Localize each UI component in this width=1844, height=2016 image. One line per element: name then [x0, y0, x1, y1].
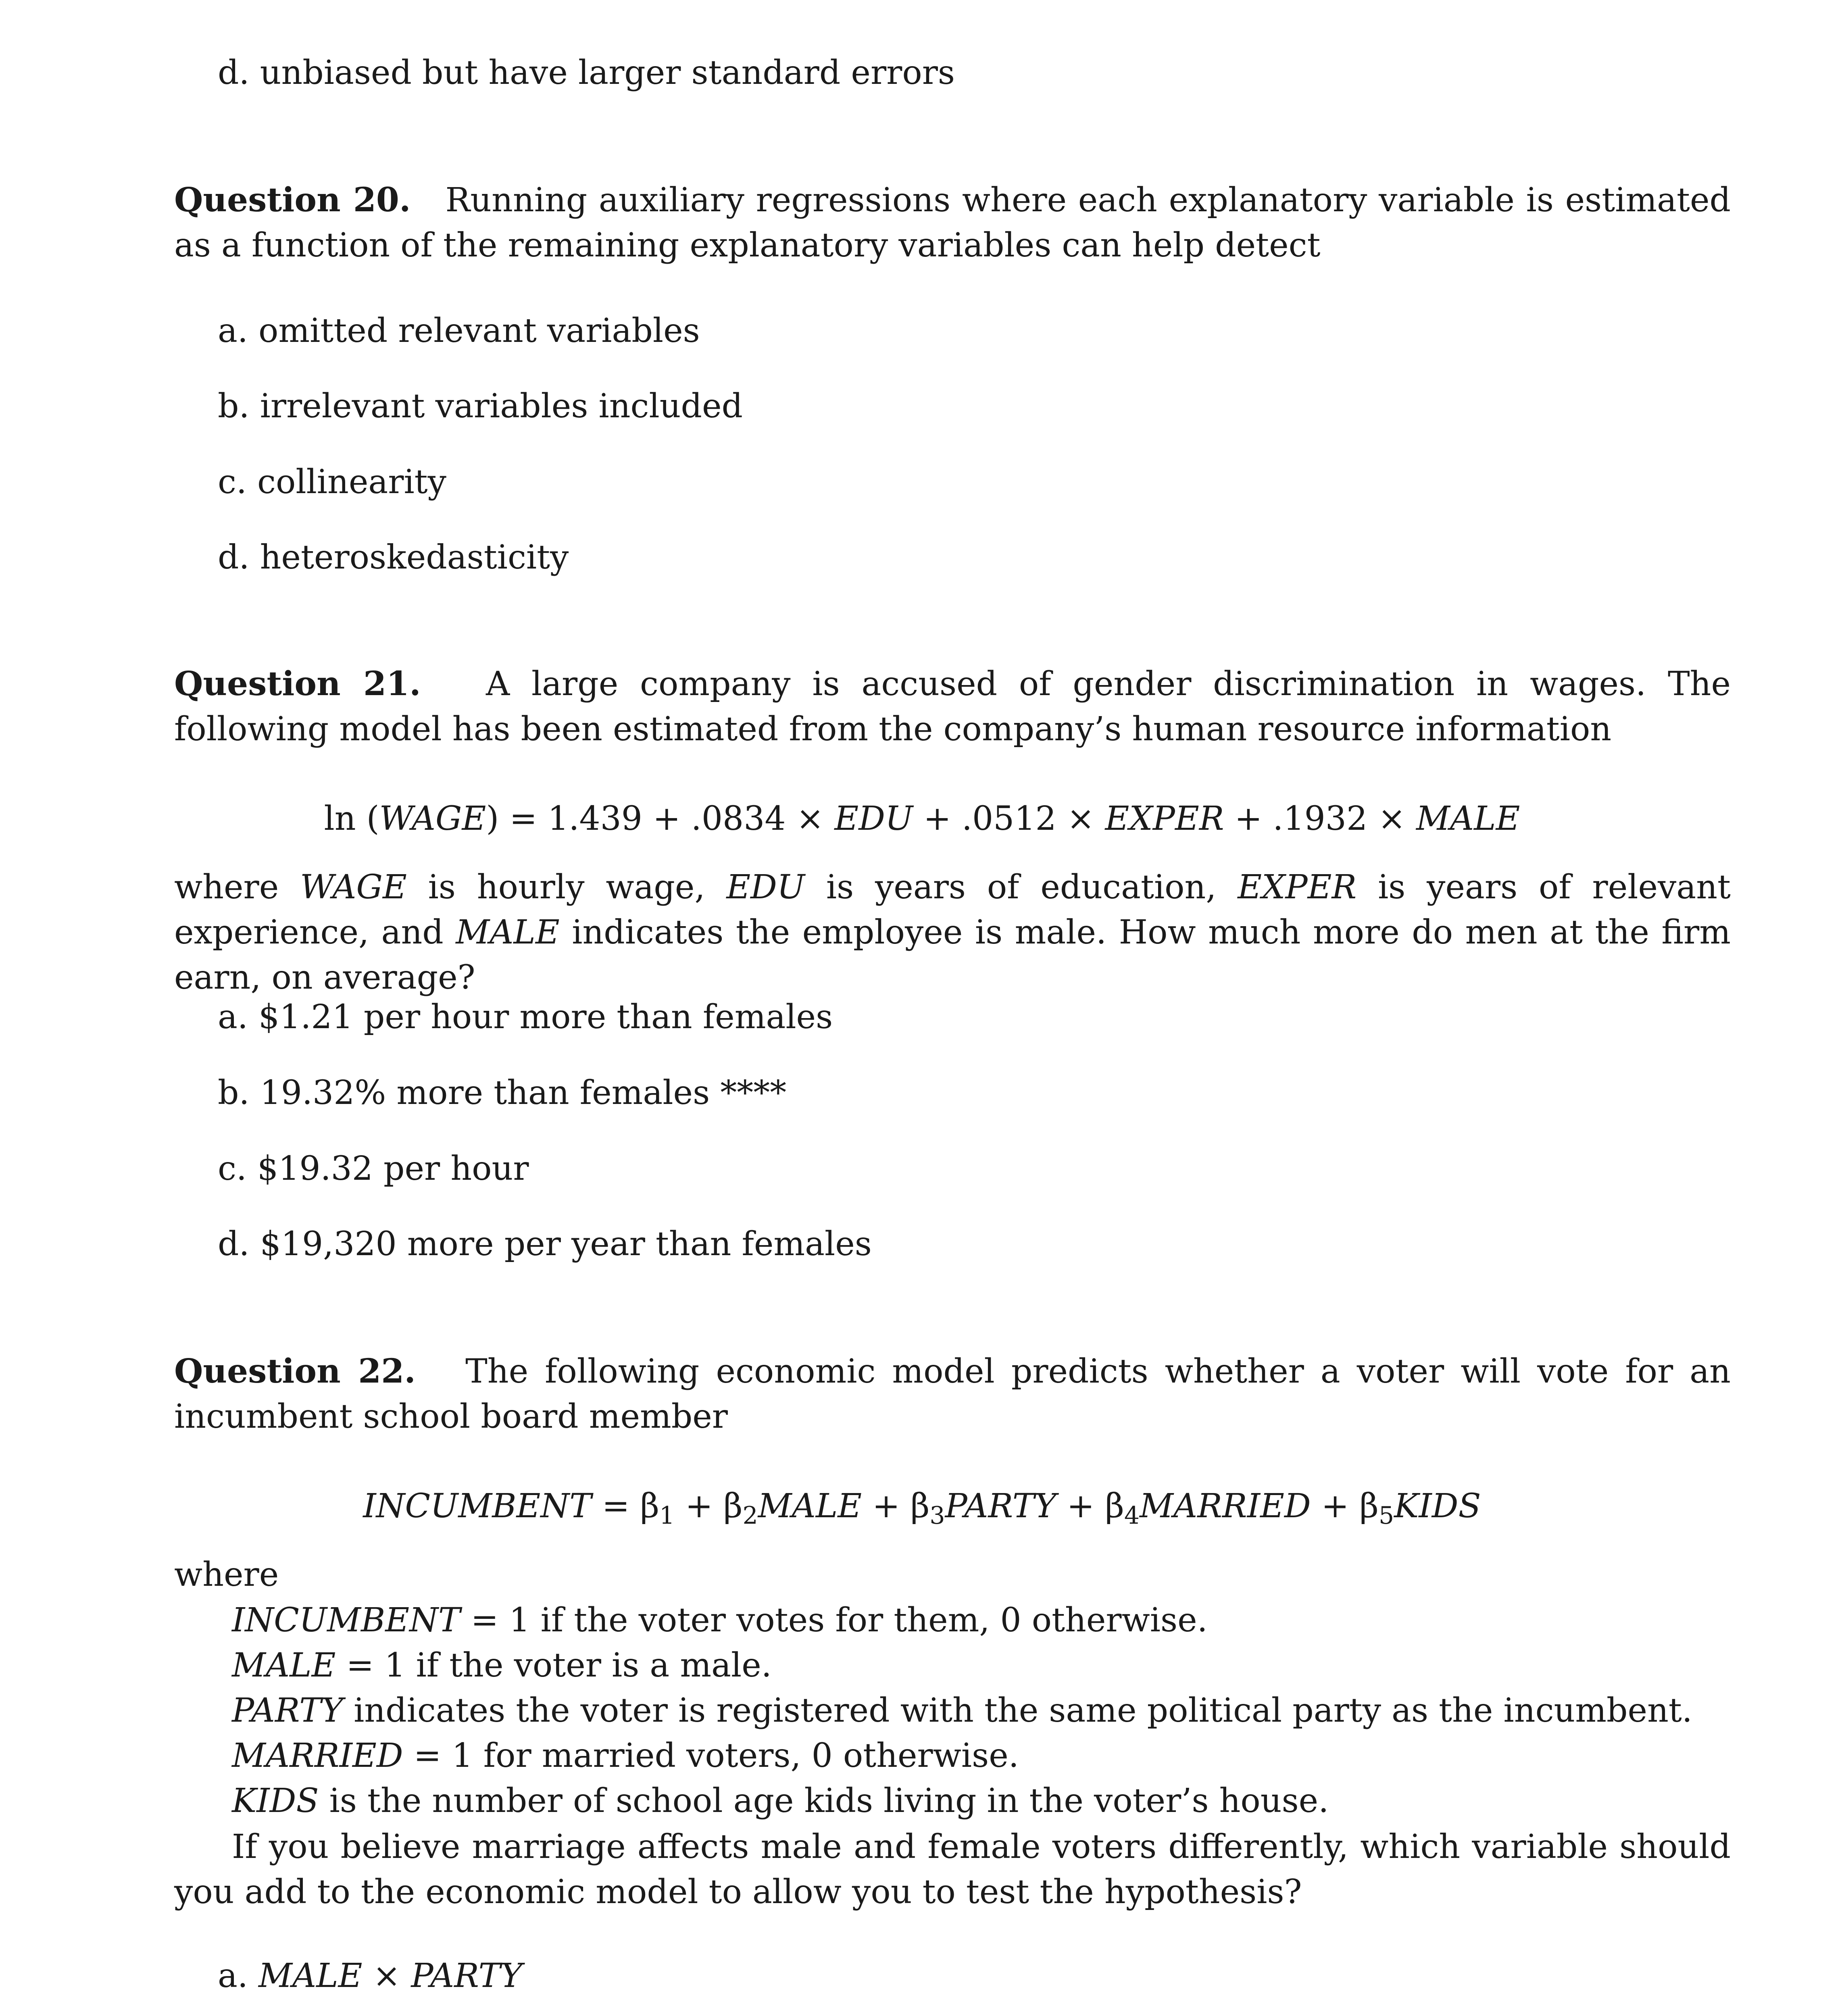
q20-option-a: a. omitted relevant variables: [218, 312, 700, 350]
q21-option-d: d. $19,320 more per year than females: [218, 1225, 872, 1263]
q22-stem-text: The following economic model predicts whether a voter will vote for an incumbent school board member: [174, 1352, 1731, 1436]
q20-option-b: b. irrelevant variables included: [218, 387, 743, 425]
q21-label: Question 21.: [174, 664, 421, 703]
q22-option-a: a. MALE × PARTY: [218, 1957, 523, 1995]
q22-def-kids: KIDS is the number of school age kids living in the voter’s house.: [232, 1782, 1329, 1820]
q22-def-male: MALE = 1 if the voter is a male.: [232, 1646, 772, 1685]
q20-option-d: d. heteroskedasticity: [218, 538, 569, 577]
q22-equation: INCUMBENT = $\beta_1$ + $\beta_2MALE$ + $\beta_3PARTY$ + $\beta_4MARRIED$ + $\beta_5KIDS$: [363, 1487, 1481, 1530]
q22-question: If you believe marriage affects male and female voters differently, which variable should you add to the economic model to allow you to test the hypothesis?: [174, 1828, 1731, 1911]
q20-stem-text: Running auxiliary regressions where each explanatory variable is estimated as a function of the remaining explanatory variables can help detect: [174, 181, 1731, 264]
q22-label: Question 22.: [174, 1352, 416, 1391]
q21-option-b: b. 19.32% more than females ****: [218, 1074, 787, 1112]
q21-equation: ln (WAGE) = 1.439 + .0834 × EDU + .0512 × EXPER + .1932 × MALE: [324, 800, 1520, 838]
q21-stem: [174, 661, 1731, 752]
q22-def-party: PARTY indicates the voter is registered with the same political party as the incumbent.: [232, 1691, 1692, 1730]
q20-option-c: c. collinearity: [218, 463, 446, 501]
q19-option-d: d. unbiased but have larger standard errors: [218, 54, 955, 92]
q21-variable-description: where WAGE is hourly wage, EDU is years of education, EXPER is years of relevant experience, and MALE indicates the employee is male. How much more do men at the firm earn, on average?: [174, 868, 1731, 997]
q20-stem: [174, 177, 1731, 268]
q22-definitions: [232, 1598, 1731, 1824]
q21-option-c: c. $19.32 per hour: [218, 1150, 529, 1188]
q22-stem: [174, 1349, 1731, 1439]
q22-def-married: MARRIED = 1 for married voters, 0 otherwise.: [232, 1737, 1019, 1775]
q21-option-a: a. $1.21 per hour more than females: [218, 998, 833, 1036]
q21-stem-text: A large company is accused of gender discrimination in wages. The following model has been estimated from the company’s human resource information: [174, 665, 1731, 748]
q22-where: where: [174, 1556, 279, 1594]
q22-def-incumbent: INCUMBENT = 1 if the voter votes for them, 0 otherwise.: [232, 1601, 1208, 1639]
q20-label: Question 20.: [174, 181, 411, 219]
